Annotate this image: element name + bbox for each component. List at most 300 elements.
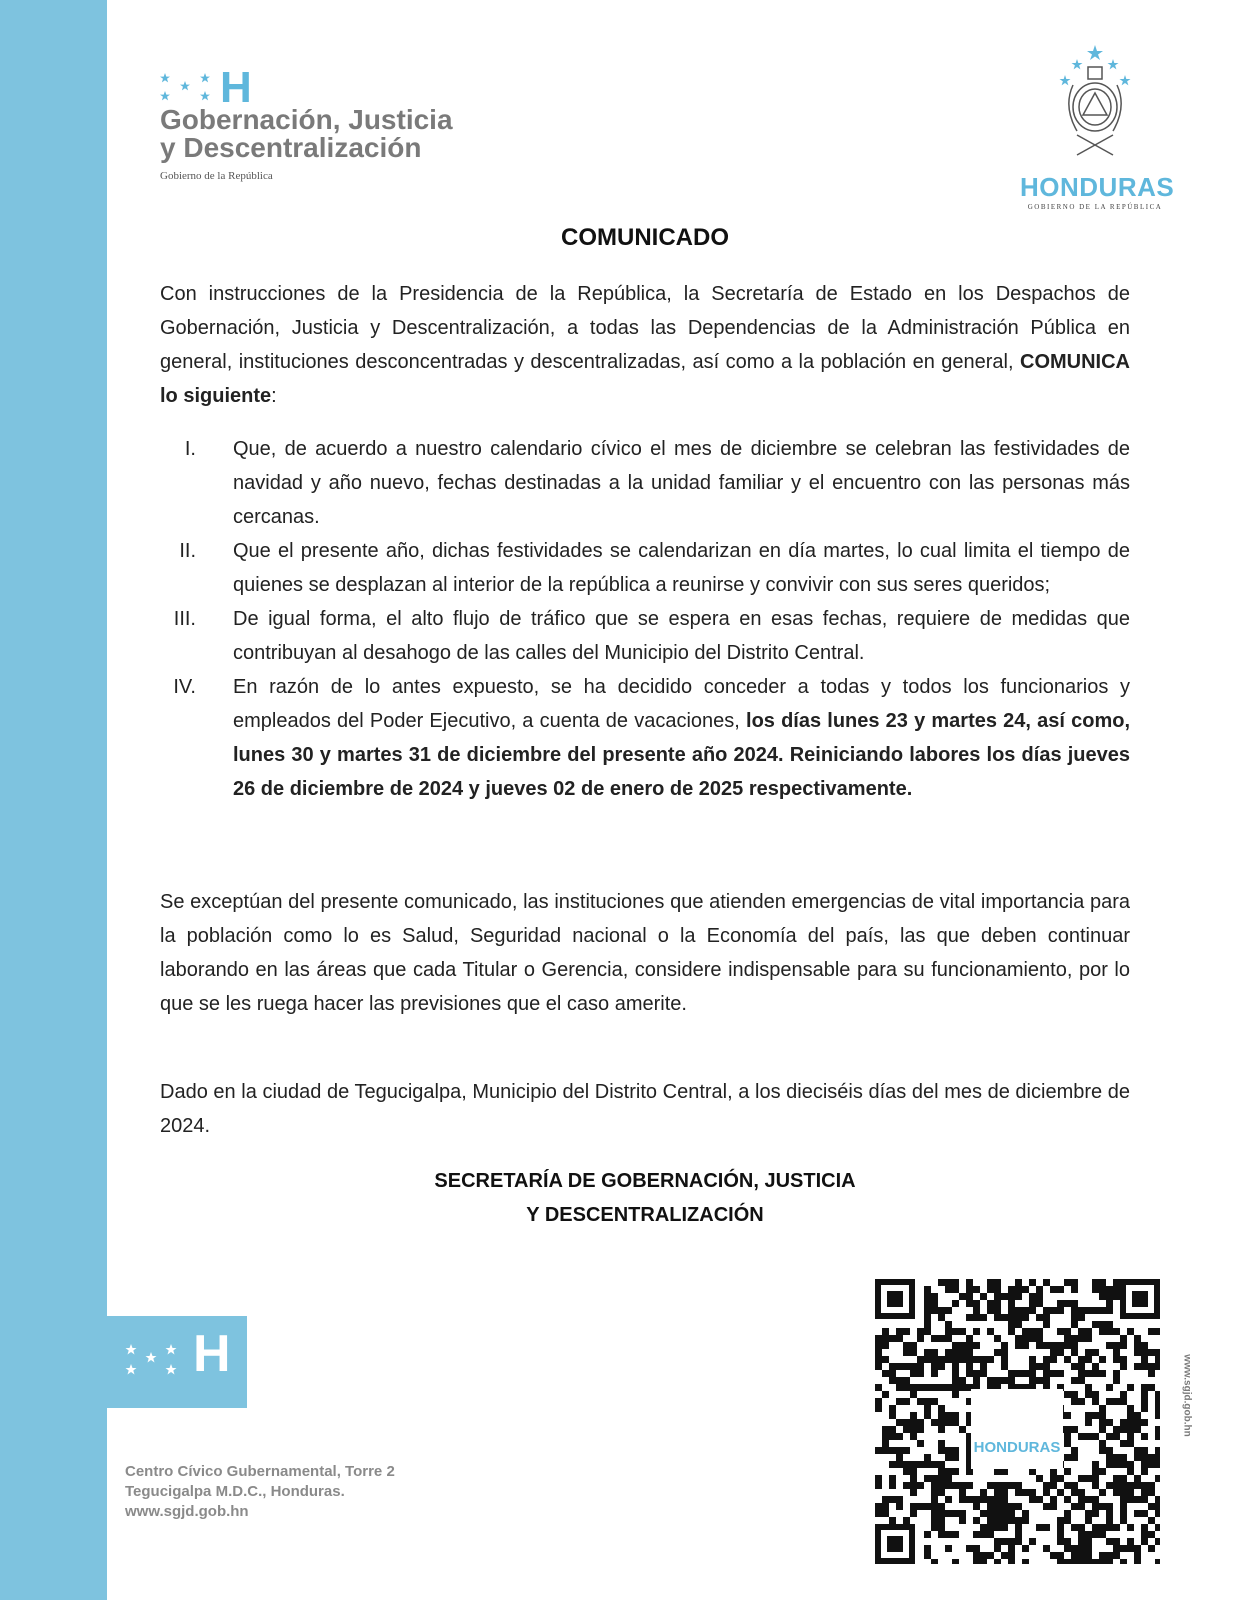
qr-module: [931, 1524, 938, 1531]
qr-module: [1092, 1496, 1099, 1503]
qr-module: [896, 1496, 903, 1503]
qr-module: [1099, 1328, 1106, 1335]
exceptions-paragraph: Se exceptúan del presente comunicado, las instituciones que atienden emergencias de vital importancia para la población como lo es Salud, Seguridad nacional o la Economía del país, las que deben continuar laborando en las áreas que cada Titular o Gerencia, considere indispensable para su funcionamiento, por lo que se les ruega hacer las previsiones que el caso amerite.: [160, 891, 1130, 1015]
qr-module: [931, 1489, 938, 1496]
left-sidebar-band: [0, 0, 107, 1600]
qr-module: [889, 1482, 896, 1489]
qr-module: [973, 1314, 980, 1321]
qr-module: [1141, 1419, 1148, 1426]
qr-module: [1057, 1307, 1064, 1314]
qr-module: [959, 1496, 966, 1503]
qr-module: [1029, 1370, 1036, 1377]
qr-module: [1155, 1363, 1160, 1370]
qr-module: [903, 1328, 910, 1335]
qr-module: [1043, 1307, 1050, 1314]
qr-module: [973, 1545, 980, 1552]
qr-module: [1008, 1286, 1015, 1293]
qr-module: [1001, 1342, 1008, 1349]
qr-module: [1057, 1349, 1064, 1356]
qr-module: [1113, 1538, 1120, 1545]
qr-module: [1092, 1559, 1099, 1564]
qr-module: [1050, 1468, 1057, 1475]
qr-module: [1015, 1286, 1022, 1293]
qr-module: [1015, 1279, 1022, 1286]
qr-module: [1106, 1510, 1113, 1517]
qr-module: [966, 1482, 973, 1489]
ministry-name-line1: Gobernación, Justicia: [160, 104, 453, 135]
qr-module: [1071, 1552, 1078, 1559]
qr-module: [994, 1496, 1001, 1503]
qr-module: [1071, 1314, 1078, 1321]
qr-module: [959, 1482, 966, 1489]
qr-module: [966, 1468, 973, 1475]
qr-module: [1085, 1328, 1092, 1335]
qr-module: [1050, 1370, 1057, 1377]
qr-module: [938, 1314, 945, 1321]
qr-module: [1127, 1384, 1134, 1391]
qr-module: [1064, 1517, 1071, 1524]
qr-module: [1092, 1398, 1099, 1405]
qr-module: [910, 1461, 917, 1468]
qr-module: [1148, 1461, 1155, 1468]
qr-module: [1064, 1412, 1071, 1419]
qr-module: [1001, 1349, 1008, 1356]
qr-module: [889, 1433, 896, 1440]
qr-module: [1134, 1475, 1141, 1482]
qr-module: [1064, 1433, 1071, 1440]
qr-module: [966, 1496, 973, 1503]
qr-module: [1141, 1433, 1148, 1440]
qr-module: [882, 1440, 889, 1447]
qr-module: [1085, 1559, 1092, 1564]
qr-module: [1155, 1405, 1160, 1412]
qr-module: [931, 1300, 938, 1307]
qr-module: [1015, 1342, 1022, 1349]
qr-module: [994, 1489, 1001, 1496]
qr-module: [1092, 1433, 1099, 1440]
qr-module: [945, 1321, 952, 1328]
qr-module: [1155, 1524, 1160, 1531]
qr-module: [924, 1412, 931, 1419]
qr-module: [994, 1286, 1001, 1293]
qr-module: [931, 1503, 938, 1510]
intro-text: Con instrucciones de la Presidencia de la República, la Secretaría de Estado en los Despachos de Gobernación, Justicia y Descentralización, a todas las Dependencias de la Administración Pública en general, instituciones desconcentradas y descentralizadas, así como a la población en general,: [160, 283, 1130, 373]
qr-code[interactable]: [875, 1279, 1160, 1564]
qr-module: [952, 1286, 959, 1293]
qr-module: [973, 1307, 980, 1314]
ministry-name: [160, 106, 453, 162]
qr-module: [1148, 1370, 1155, 1377]
qr-module: [1071, 1363, 1078, 1370]
qr-module: [1134, 1496, 1141, 1503]
qr-module: [1134, 1447, 1141, 1454]
qr-module: [1106, 1559, 1113, 1564]
qr-module: [938, 1279, 945, 1286]
qr-module: [910, 1384, 917, 1391]
qr-module: [1015, 1370, 1022, 1377]
qr-module: [938, 1405, 945, 1412]
qr-module: [966, 1314, 973, 1321]
qr-module: [1064, 1335, 1071, 1342]
qr-module: [924, 1503, 931, 1510]
qr-module: [1120, 1342, 1127, 1349]
qr-module: [1134, 1510, 1141, 1517]
qr-module: [1106, 1454, 1113, 1461]
item-text: Que, de acuerdo a nuestro calendario cívico el mes de diciembre se celebran las festividades de navidad y año nuevo, fechas destinadas a la unidad familiar y el encuentro con las personas más cercanas.: [233, 438, 1130, 528]
qr-module: [987, 1377, 994, 1384]
qr-module: [973, 1342, 980, 1349]
qr-module: [1099, 1503, 1106, 1510]
qr-module: [1134, 1335, 1141, 1342]
qr-module: [1092, 1391, 1099, 1398]
qr-module: [1015, 1482, 1022, 1489]
qr-module: [1113, 1461, 1120, 1468]
qr-module: [917, 1503, 924, 1510]
qr-module: [966, 1349, 973, 1356]
qr-module: [938, 1384, 945, 1391]
qr-module: [889, 1412, 896, 1419]
qr-module: [1106, 1321, 1113, 1328]
qr-module: [1064, 1342, 1071, 1349]
qr-module: [1050, 1356, 1057, 1363]
qr-module: [1036, 1475, 1043, 1482]
item-text: Que el presente año, dichas festividades se calendarizan en día martes, lo cual limita el tiempo de quienes se desplazan al interior de la república a reunirse y convivir con sus seres queridos;: [233, 540, 1130, 596]
qr-module: [910, 1510, 917, 1517]
qr-module: [994, 1300, 1001, 1307]
qr-center-logo: [971, 1389, 1063, 1469]
qr-module: [1085, 1517, 1092, 1524]
qr-module: [966, 1370, 973, 1377]
qr-module: [1120, 1391, 1127, 1398]
qr-module: [1155, 1496, 1160, 1503]
qr-module: [1141, 1384, 1148, 1391]
qr-module: [875, 1398, 882, 1405]
qr-module: [973, 1517, 980, 1524]
qr-module: [938, 1440, 945, 1447]
qr-module: [903, 1342, 910, 1349]
qr-module: [875, 1405, 882, 1412]
qr-module: [882, 1391, 889, 1398]
qr-module: [994, 1503, 1001, 1510]
qr-module: [1022, 1307, 1029, 1314]
qr-module: [882, 1426, 889, 1433]
qr-module: [1141, 1496, 1148, 1503]
qr-module: [1113, 1489, 1120, 1496]
qr-module: [903, 1363, 910, 1370]
qr-module: [1064, 1426, 1071, 1433]
qr-module: [1064, 1559, 1071, 1564]
list-item: [160, 602, 1130, 670]
qr-module: [1078, 1328, 1085, 1335]
list-item: [160, 534, 1130, 602]
qr-module: [1029, 1489, 1036, 1496]
qr-module: [931, 1510, 938, 1517]
qr-module: [896, 1398, 903, 1405]
qr-module: [1036, 1286, 1043, 1293]
qr-module: [952, 1377, 959, 1384]
item-text: De igual forma, el alto flujo de tráfico que se espera en esas fechas, requiere de medidas que contribuyan al desahogo de las calles del Municipio del Distrito Central.: [233, 608, 1130, 664]
qr-module: [1085, 1419, 1092, 1426]
qr-module: [938, 1517, 945, 1524]
qr-module: [1141, 1531, 1148, 1538]
qr-module: [1078, 1489, 1085, 1496]
qr-module: [1085, 1433, 1092, 1440]
qr-module: [1022, 1517, 1029, 1524]
qr-module: [931, 1384, 938, 1391]
qr-module: [924, 1384, 931, 1391]
qr-module: [1064, 1545, 1071, 1552]
qr-module: [1155, 1510, 1160, 1517]
qr-module: [938, 1335, 945, 1342]
qr-module: [1127, 1468, 1134, 1475]
qr-module: [1148, 1384, 1155, 1391]
qr-module: [1015, 1321, 1022, 1328]
qr-module: [959, 1384, 966, 1391]
qr-module: [952, 1328, 959, 1335]
qr-module: [1134, 1363, 1141, 1370]
qr-module: [1008, 1314, 1015, 1321]
qr-module: [896, 1447, 903, 1454]
qr-module: [1127, 1412, 1134, 1419]
qr-module: [1141, 1468, 1148, 1475]
qr-module: [1078, 1545, 1085, 1552]
qr-module: [1050, 1342, 1057, 1349]
qr-module: [1029, 1300, 1036, 1307]
qr-module: [980, 1510, 987, 1517]
qr-module: [1099, 1356, 1106, 1363]
qr-module: [1064, 1454, 1071, 1461]
qr-module: [973, 1377, 980, 1384]
qr-module: [1127, 1461, 1134, 1468]
qr-module: [1071, 1349, 1078, 1356]
qr-module: [1113, 1342, 1120, 1349]
intro-bold: COMUNICA lo siguiente: [160, 351, 1130, 407]
qr-module: [980, 1489, 987, 1496]
qr-module: [1029, 1328, 1036, 1335]
qr-module: [1099, 1405, 1106, 1412]
qr-module: [1120, 1503, 1127, 1510]
qr-module: [1155, 1433, 1160, 1440]
qr-module: [1071, 1489, 1078, 1496]
qr-module: [952, 1391, 959, 1398]
qr-module: [1050, 1496, 1057, 1503]
country-subtitle: GOBIERNO DE LA REPÚBLICA: [1027, 203, 1163, 211]
qr-module: [1099, 1552, 1106, 1559]
qr-module: [924, 1293, 931, 1300]
qr-module: [931, 1356, 938, 1363]
qr-module: [924, 1300, 931, 1307]
qr-module: [1071, 1398, 1078, 1405]
qr-module: [875, 1356, 882, 1363]
qr-module: [910, 1489, 917, 1496]
side-website: [1178, 1318, 1198, 1448]
signature-line2: Y DESCENTRALIZACIÓN: [526, 1204, 764, 1226]
qr-module: [952, 1412, 959, 1419]
qr-module: [1043, 1370, 1050, 1377]
qr-module: [945, 1328, 952, 1335]
qr-module: [1092, 1412, 1099, 1419]
qr-module: [889, 1475, 896, 1482]
qr-module: [994, 1517, 1001, 1524]
qr-module: [1127, 1328, 1134, 1335]
address-line1: Centro Cívico Gubernamental, Torre 2: [125, 1463, 395, 1480]
qr-module: [1106, 1447, 1113, 1454]
qr-module: [938, 1461, 945, 1468]
qr-module: [1050, 1349, 1057, 1356]
qr-module: [931, 1398, 938, 1405]
qr-module: [1050, 1307, 1057, 1314]
intro-paragraph: [160, 277, 1130, 413]
qr-module: [1036, 1377, 1043, 1384]
qr-module: [1001, 1482, 1008, 1489]
qr-module: [1120, 1510, 1127, 1517]
qr-module: [931, 1419, 938, 1426]
qr-module: [1106, 1300, 1113, 1307]
qr-module: [1008, 1545, 1015, 1552]
qr-module: [1148, 1328, 1155, 1335]
list-item: [160, 432, 1130, 534]
qr-module: [980, 1552, 987, 1559]
item-number: II.: [179, 540, 196, 562]
qr-module: [1106, 1482, 1113, 1489]
qr-module: [875, 1349, 882, 1356]
qr-module: [1036, 1496, 1043, 1503]
qr-module: [1099, 1321, 1106, 1328]
qr-module: [1155, 1447, 1160, 1454]
qr-module: [1043, 1545, 1050, 1552]
qr-module: [1155, 1538, 1160, 1545]
qr-module: [924, 1552, 931, 1559]
qr-module: [1064, 1328, 1071, 1335]
qr-module: [994, 1559, 1001, 1564]
qr-module: [1120, 1454, 1127, 1461]
qr-module: [1029, 1356, 1036, 1363]
qr-module: [910, 1342, 917, 1349]
qr-module: [987, 1328, 994, 1335]
qr-module: [1057, 1559, 1064, 1564]
qr-module: [924, 1531, 931, 1538]
qr-module: [1001, 1496, 1008, 1503]
qr-module: [1043, 1482, 1050, 1489]
qr-module: [903, 1468, 910, 1475]
qr-module: [924, 1328, 931, 1335]
qr-module: [945, 1475, 952, 1482]
qr-module: [1106, 1384, 1113, 1391]
qr-module: [1029, 1307, 1036, 1314]
qr-module: [1092, 1307, 1099, 1314]
qr-module: [1008, 1328, 1015, 1335]
qr-module: [1127, 1538, 1134, 1545]
qr-module: [1113, 1328, 1120, 1335]
qr-module: [917, 1370, 924, 1377]
qr-module: [1120, 1545, 1127, 1552]
qr-module: [980, 1356, 987, 1363]
qr-module: [1113, 1545, 1120, 1552]
qr-module: [945, 1545, 952, 1552]
qr-module: [1155, 1503, 1160, 1510]
qr-module: [1092, 1503, 1099, 1510]
qr-module: [1078, 1496, 1085, 1503]
qr-module: [1078, 1475, 1085, 1482]
qr-module: [931, 1517, 938, 1524]
qr-module: [875, 1475, 882, 1482]
qr-module: [987, 1307, 994, 1314]
qr-module: [966, 1300, 973, 1307]
qr-module: [1043, 1279, 1050, 1286]
qr-module: [882, 1342, 889, 1349]
qr-module: [1141, 1454, 1148, 1461]
qr-module: [1099, 1286, 1106, 1293]
qr-module: [952, 1349, 959, 1356]
qr-module: [980, 1559, 987, 1564]
qr-module: [896, 1363, 903, 1370]
qr-module: [882, 1370, 889, 1377]
qr-module: [945, 1412, 952, 1419]
qr-module: [924, 1454, 931, 1461]
qr-module: [1008, 1552, 1015, 1559]
qr-module: [896, 1377, 903, 1384]
qr-module: [924, 1461, 931, 1468]
qr-module: [1001, 1503, 1008, 1510]
qr-module: [1043, 1503, 1050, 1510]
qr-module: [917, 1426, 924, 1433]
qr-module: [1036, 1314, 1043, 1321]
qr-module: [910, 1370, 917, 1377]
qr-module: [1120, 1398, 1127, 1405]
qr-module: [917, 1419, 924, 1426]
qr-module: [1099, 1524, 1106, 1531]
qr-module: [896, 1503, 903, 1510]
qr-module: [1113, 1475, 1120, 1482]
qr-module: [1099, 1307, 1106, 1314]
qr-module: [945, 1468, 952, 1475]
qr-module: [1057, 1342, 1064, 1349]
honduras-logo: [1020, 45, 1175, 215]
qr-module: [1099, 1559, 1106, 1564]
qr-module: [931, 1559, 938, 1564]
qr-module: [959, 1356, 966, 1363]
qr-module: [931, 1475, 938, 1482]
signature-block: [160, 1164, 1130, 1232]
qr-module: [896, 1384, 903, 1391]
qr-module: [1148, 1517, 1155, 1524]
qr-module: [987, 1300, 994, 1307]
qr-module: [1141, 1398, 1148, 1405]
qr-module: [1113, 1293, 1120, 1300]
qr-module: [994, 1293, 1001, 1300]
qr-module: [924, 1307, 931, 1314]
qr-module: [1085, 1475, 1092, 1482]
qr-module: [1078, 1398, 1085, 1405]
item-number: I.: [184, 438, 196, 460]
qr-module: [1008, 1510, 1015, 1517]
qr-module: [952, 1370, 959, 1377]
qr-module: [1001, 1538, 1008, 1545]
qr-module: [924, 1356, 931, 1363]
qr-module: [1106, 1433, 1113, 1440]
qr-module: [959, 1328, 966, 1335]
qr-module: [1008, 1300, 1015, 1307]
qr-module: [1078, 1559, 1085, 1564]
qr-module: [1078, 1531, 1085, 1538]
qr-module: [1092, 1524, 1099, 1531]
qr-module: [1036, 1293, 1043, 1300]
qr-module: [1001, 1510, 1008, 1517]
qr-module: [1008, 1538, 1015, 1545]
qr-module: [1092, 1279, 1099, 1286]
qr-module: [1078, 1370, 1085, 1377]
qr-module: [1106, 1293, 1113, 1300]
